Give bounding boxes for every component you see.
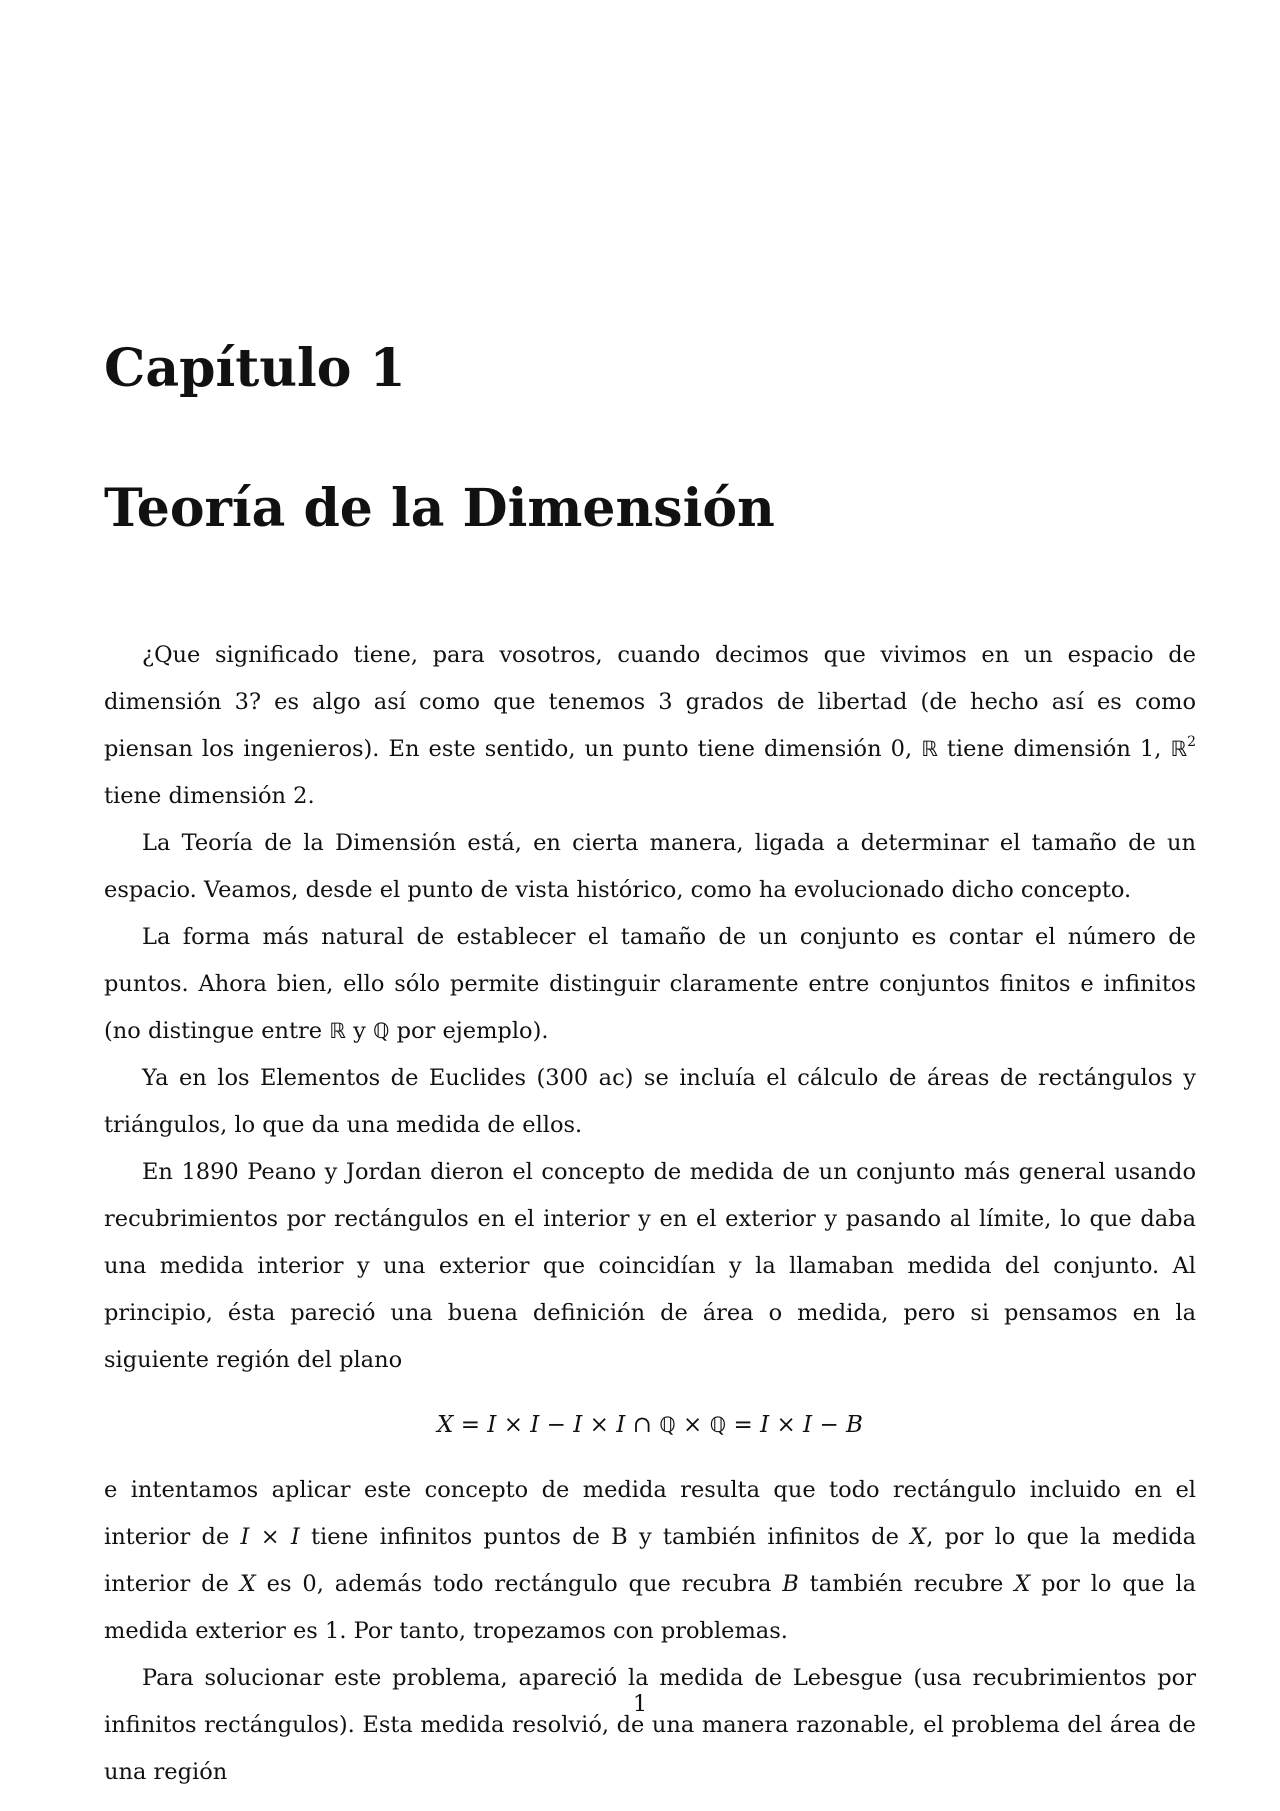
body-text	[104, 632, 1196, 1796]
page-number: 1	[632, 1691, 648, 1717]
rationals-symbol: ℚ	[372, 1019, 390, 1043]
reals-symbol: ℝ	[329, 1019, 346, 1043]
chapter-label: Capítulo 1	[104, 338, 406, 399]
reals-symbol: ℝ	[921, 737, 938, 761]
paragraph-5: En 1890 Peano y Jordan dieron el concepto de medida de un conjunto más general usando recubrimientos por rectángulos en el interior y en el exterior y pasando al límite, lo que daba una medida interior y una exterior que coincidían y la llamaban medida del conjunto. Al principio, ésta pareció una buena definición de área o medida, pero si pensamos en la siguiente región del plano	[104, 1159, 1196, 1373]
paragraph-2: La Teoría de la Dimensión está, en cierta manera, ligada a determinar el tamaño de un espacio. Veamos, desde el punto de vista histórico, como ha evolucionado dicho concepto.	[104, 830, 1196, 903]
paragraph-4: Ya en los Elementos de Euclides (300 ac) se incluía el cálculo de áreas de rectángulos y triángulos, lo que da una medida de ellos.	[104, 1065, 1196, 1138]
equation: X = I × I − I × I ∩ ℚ × ℚ = I × I − B	[437, 1412, 863, 1438]
exponent: 2	[1187, 733, 1196, 750]
rationals-symbol: ℚ	[659, 1413, 676, 1437]
paragraph-7: Para solucionar este problema, apareció la medida de Lebesgue (usa recubrimientos por infinitos rectángulos). Esta medida resolvió, de una manera razonable, el problema del área de una región	[104, 1665, 1196, 1785]
paragraph-3: La forma más natural de establecer el tamaño de un conjunto es contar el número de puntos. Ahora bien, ello sólo permite distinguir claramente entre conjuntos finitos e infinitos (no distingue entre ℝ y ℚ por ejemplo).	[104, 924, 1196, 1044]
paragraph-6: e intentamos aplicar este concepto de medida resulta que todo rectángulo incluido en el interior de I × I tiene infinitos puntos de B y también infinitos de X, por lo que la medida interior de X es 0, además todo rectángulo que recubra B también recubre X por lo que la medida exterior es 1. Por tanto, tropezamos con problemas.	[104, 1477, 1197, 1644]
chapter-title: Teoría de la Dimensión	[104, 478, 775, 539]
reals-symbol: ℝ	[1170, 737, 1188, 761]
paragraph-1: ¿Que significado tiene, para vosotros, cuando decimos que vivimos en un espacio de dimensión 3? es algo así como que tenemos 3 grados de libertad (de hecho así es como piensan los ingenieros). En este sentido, un punto tiene dimensión 0, ℝ tiene dimensión 1, ℝ$^2$ tiene dimensión 2.	[104, 642, 1196, 809]
rationals-symbol: ℚ	[709, 1413, 727, 1437]
